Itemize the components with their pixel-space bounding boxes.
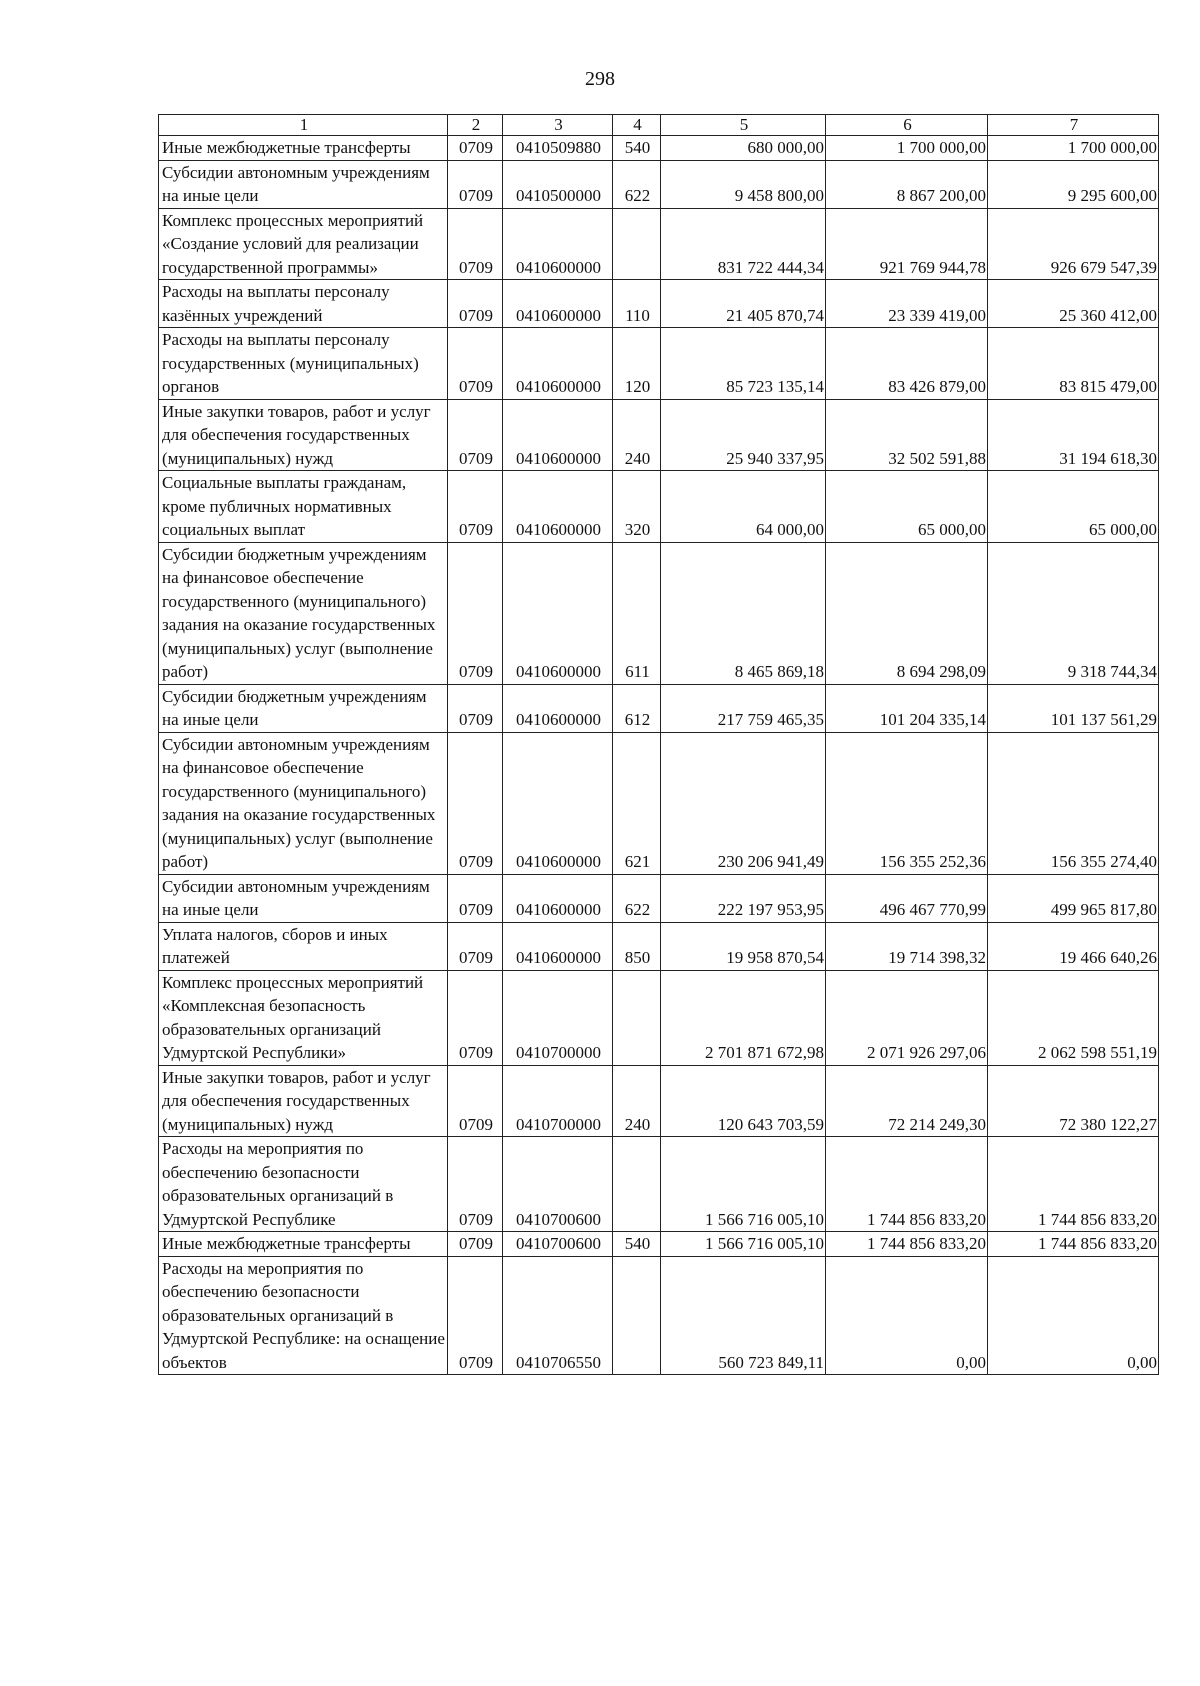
target-article-cell: 0410700600 bbox=[503, 1137, 613, 1232]
expense-type-cell: 850 bbox=[613, 922, 661, 970]
amount-col7-cell: 1 700 000,00 bbox=[988, 136, 1159, 161]
section-code-cell: 0709 bbox=[448, 874, 503, 922]
target-article-cell: 0410600000 bbox=[503, 684, 613, 732]
section-code-cell: 0709 bbox=[448, 1256, 503, 1375]
row-name-cell: Субсидии бюджетным учреждениям на иные цели bbox=[159, 684, 448, 732]
table-row bbox=[159, 280, 1159, 328]
row-name-cell: Субсидии автономным учреждениям на иные цели bbox=[159, 874, 448, 922]
amount-col6-cell: 1 744 856 833,20 bbox=[826, 1232, 988, 1257]
expense-type-cell bbox=[613, 1137, 661, 1232]
row-name-cell: Уплата налогов, сборов и иных платежей bbox=[159, 922, 448, 970]
target-article-cell: 0410700600 bbox=[503, 1232, 613, 1257]
target-article-cell: 0410600000 bbox=[503, 208, 613, 280]
amount-col5-cell: 831 722 444,34 bbox=[661, 208, 826, 280]
amount-col7-cell: 25 360 412,00 bbox=[988, 280, 1159, 328]
table-row bbox=[159, 1256, 1159, 1375]
row-name-cell: Субсидии бюджетным учреждениям на финансовое обеспечение государственного (муниципального) задания на оказание государственных (муниципальных) услуг (выполнение работ) bbox=[159, 542, 448, 684]
column-number-row bbox=[159, 115, 1159, 136]
row-name-cell: Комплекс процессных мероприятий «Комплексная безопасность образовательных организаций Удмуртской Республики» bbox=[159, 970, 448, 1065]
table-row bbox=[159, 471, 1159, 543]
row-name-cell: Социальные выплаты гражданам, кроме публичных нормативных социальных выплат bbox=[159, 471, 448, 543]
amount-col6-cell: 19 714 398,32 bbox=[826, 922, 988, 970]
expense-type-cell: 611 bbox=[613, 542, 661, 684]
column-header: 4 bbox=[613, 115, 661, 136]
amount-col6-cell: 101 204 335,14 bbox=[826, 684, 988, 732]
section-code-cell: 0709 bbox=[448, 471, 503, 543]
amount-col7-cell: 83 815 479,00 bbox=[988, 328, 1159, 400]
table-row bbox=[159, 1137, 1159, 1232]
amount-col7-cell: 926 679 547,39 bbox=[988, 208, 1159, 280]
amount-col6-cell: 0,00 bbox=[826, 1256, 988, 1375]
column-header: 7 bbox=[988, 115, 1159, 136]
expense-type-cell bbox=[613, 208, 661, 280]
amount-col6-cell: 1 700 000,00 bbox=[826, 136, 988, 161]
amount-col5-cell: 222 197 953,95 bbox=[661, 874, 826, 922]
table-row bbox=[159, 970, 1159, 1065]
section-code-cell: 0709 bbox=[448, 970, 503, 1065]
amount-col7-cell: 2 062 598 551,19 bbox=[988, 970, 1159, 1065]
amount-col7-cell: 31 194 618,30 bbox=[988, 399, 1159, 471]
table-row bbox=[159, 684, 1159, 732]
amount-col5-cell: 19 958 870,54 bbox=[661, 922, 826, 970]
amount-col6-cell: 921 769 944,78 bbox=[826, 208, 988, 280]
table-row bbox=[159, 874, 1159, 922]
section-code-cell: 0709 bbox=[448, 922, 503, 970]
amount-col6-cell: 156 355 252,36 bbox=[826, 732, 988, 874]
expense-type-cell: 110 bbox=[613, 280, 661, 328]
target-article-cell: 0410700000 bbox=[503, 1065, 613, 1137]
amount-col5-cell: 25 940 337,95 bbox=[661, 399, 826, 471]
column-header: 1 bbox=[159, 115, 448, 136]
table-row bbox=[159, 732, 1159, 874]
section-code-cell: 0709 bbox=[448, 1065, 503, 1137]
target-article-cell: 0410600000 bbox=[503, 922, 613, 970]
target-article-cell: 0410600000 bbox=[503, 874, 613, 922]
row-name-cell: Иные закупки товаров, работ и услуг для обеспечения государственных (муниципальных) нужд bbox=[159, 399, 448, 471]
expense-type-cell: 622 bbox=[613, 874, 661, 922]
amount-col7-cell: 9 318 744,34 bbox=[988, 542, 1159, 684]
table-row bbox=[159, 1232, 1159, 1257]
amount-col5-cell: 64 000,00 bbox=[661, 471, 826, 543]
amount-col7-cell: 499 965 817,80 bbox=[988, 874, 1159, 922]
expense-type-cell: 612 bbox=[613, 684, 661, 732]
target-article-cell: 0410706550 bbox=[503, 1256, 613, 1375]
row-name-cell: Иные закупки товаров, работ и услуг для обеспечения государственных (муниципальных) нужд bbox=[159, 1065, 448, 1137]
expense-type-cell bbox=[613, 1256, 661, 1375]
expense-type-cell: 622 bbox=[613, 160, 661, 208]
target-article-cell: 0410700000 bbox=[503, 970, 613, 1065]
section-code-cell: 0709 bbox=[448, 542, 503, 684]
amount-col5-cell: 85 723 135,14 bbox=[661, 328, 826, 400]
amount-col6-cell: 72 214 249,30 bbox=[826, 1065, 988, 1137]
target-article-cell: 0410600000 bbox=[503, 542, 613, 684]
column-header: 2 bbox=[448, 115, 503, 136]
amount-col5-cell: 2 701 871 672,98 bbox=[661, 970, 826, 1065]
expense-type-cell: 240 bbox=[613, 399, 661, 471]
row-name-cell: Иные межбюджетные трансферты bbox=[159, 136, 448, 161]
section-code-cell: 0709 bbox=[448, 684, 503, 732]
expense-type-cell: 320 bbox=[613, 471, 661, 543]
amount-col5-cell: 230 206 941,49 bbox=[661, 732, 826, 874]
amount-col6-cell: 8 694 298,09 bbox=[826, 542, 988, 684]
row-name-cell: Расходы на выплаты персоналу государственных (муниципальных) органов bbox=[159, 328, 448, 400]
section-code-cell: 0709 bbox=[448, 732, 503, 874]
amount-col7-cell: 156 355 274,40 bbox=[988, 732, 1159, 874]
row-name-cell: Расходы на мероприятия по обеспечению безопасности образовательных организаций в Удмуртской Республике: на оснащение объектов bbox=[159, 1256, 448, 1375]
row-name-cell: Субсидии автономным учреждениям на финансовое обеспечение государственного (муниципального) задания на оказание государственных (муниципальных) услуг (выполнение работ) bbox=[159, 732, 448, 874]
section-code-cell: 0709 bbox=[448, 208, 503, 280]
section-code-cell: 0709 bbox=[448, 1232, 503, 1257]
section-code-cell: 0709 bbox=[448, 280, 503, 328]
row-name-cell: Субсидии автономным учреждениям на иные цели bbox=[159, 160, 448, 208]
row-name-cell: Расходы на выплаты персоналу казённых учреждений bbox=[159, 280, 448, 328]
table-row bbox=[159, 922, 1159, 970]
section-code-cell: 0709 bbox=[448, 328, 503, 400]
table-row bbox=[159, 208, 1159, 280]
amount-col7-cell: 19 466 640,26 bbox=[988, 922, 1159, 970]
amount-col6-cell: 65 000,00 bbox=[826, 471, 988, 543]
amount-col6-cell: 2 071 926 297,06 bbox=[826, 970, 988, 1065]
table-row bbox=[159, 1065, 1159, 1137]
amount-col6-cell: 496 467 770,99 bbox=[826, 874, 988, 922]
amount-col7-cell: 1 744 856 833,20 bbox=[988, 1137, 1159, 1232]
amount-col6-cell: 32 502 591,88 bbox=[826, 399, 988, 471]
amount-col6-cell: 8 867 200,00 bbox=[826, 160, 988, 208]
amount-col7-cell: 1 744 856 833,20 bbox=[988, 1232, 1159, 1257]
target-article-cell: 0410500000 bbox=[503, 160, 613, 208]
row-name-cell: Иные межбюджетные трансферты bbox=[159, 1232, 448, 1257]
amount-col5-cell: 1 566 716 005,10 bbox=[661, 1137, 826, 1232]
target-article-cell: 0410600000 bbox=[503, 280, 613, 328]
column-header: 5 bbox=[661, 115, 826, 136]
row-name-cell: Комплекс процессных мероприятий «Создание условий для реализации государственной программы» bbox=[159, 208, 448, 280]
amount-col6-cell: 1 744 856 833,20 bbox=[826, 1137, 988, 1232]
target-article-cell: 0410600000 bbox=[503, 328, 613, 400]
amount-col6-cell: 83 426 879,00 bbox=[826, 328, 988, 400]
amount-col5-cell: 8 465 869,18 bbox=[661, 542, 826, 684]
amount-col5-cell: 1 566 716 005,10 bbox=[661, 1232, 826, 1257]
expense-type-cell: 621 bbox=[613, 732, 661, 874]
expense-type-cell: 540 bbox=[613, 136, 661, 161]
amount-col5-cell: 560 723 849,11 bbox=[661, 1256, 826, 1375]
amount-col7-cell: 9 295 600,00 bbox=[988, 160, 1159, 208]
page-number: 298 bbox=[585, 68, 615, 90]
target-article-cell: 0410600000 bbox=[503, 399, 613, 471]
target-article-cell: 0410600000 bbox=[503, 732, 613, 874]
section-code-cell: 0709 bbox=[448, 1137, 503, 1232]
expense-type-cell: 120 bbox=[613, 328, 661, 400]
amount-col7-cell: 65 000,00 bbox=[988, 471, 1159, 543]
amount-col6-cell: 23 339 419,00 bbox=[826, 280, 988, 328]
table-row bbox=[159, 399, 1159, 471]
expense-type-cell: 540 bbox=[613, 1232, 661, 1257]
amount-col5-cell: 217 759 465,35 bbox=[661, 684, 826, 732]
column-header: 3 bbox=[503, 115, 613, 136]
table-row bbox=[159, 136, 1159, 161]
section-code-cell: 0709 bbox=[448, 160, 503, 208]
expense-type-cell: 240 bbox=[613, 1065, 661, 1137]
amount-col7-cell: 72 380 122,27 bbox=[988, 1065, 1159, 1137]
target-article-cell: 0410509880 bbox=[503, 136, 613, 161]
amount-col5-cell: 680 000,00 bbox=[661, 136, 826, 161]
table-row bbox=[159, 542, 1159, 684]
table-row bbox=[159, 160, 1159, 208]
budget-table bbox=[158, 114, 1159, 1375]
amount-col7-cell: 0,00 bbox=[988, 1256, 1159, 1375]
amount-col7-cell: 101 137 561,29 bbox=[988, 684, 1159, 732]
target-article-cell: 0410600000 bbox=[503, 471, 613, 543]
amount-col5-cell: 120 643 703,59 bbox=[661, 1065, 826, 1137]
row-name-cell: Расходы на мероприятия по обеспечению безопасности образовательных организаций в Удмуртской Республике bbox=[159, 1137, 448, 1232]
section-code-cell: 0709 bbox=[448, 136, 503, 161]
section-code-cell: 0709 bbox=[448, 399, 503, 471]
table-row bbox=[159, 328, 1159, 400]
amount-col5-cell: 21 405 870,74 bbox=[661, 280, 826, 328]
amount-col5-cell: 9 458 800,00 bbox=[661, 160, 826, 208]
column-header: 6 bbox=[826, 115, 988, 136]
expense-type-cell bbox=[613, 970, 661, 1065]
